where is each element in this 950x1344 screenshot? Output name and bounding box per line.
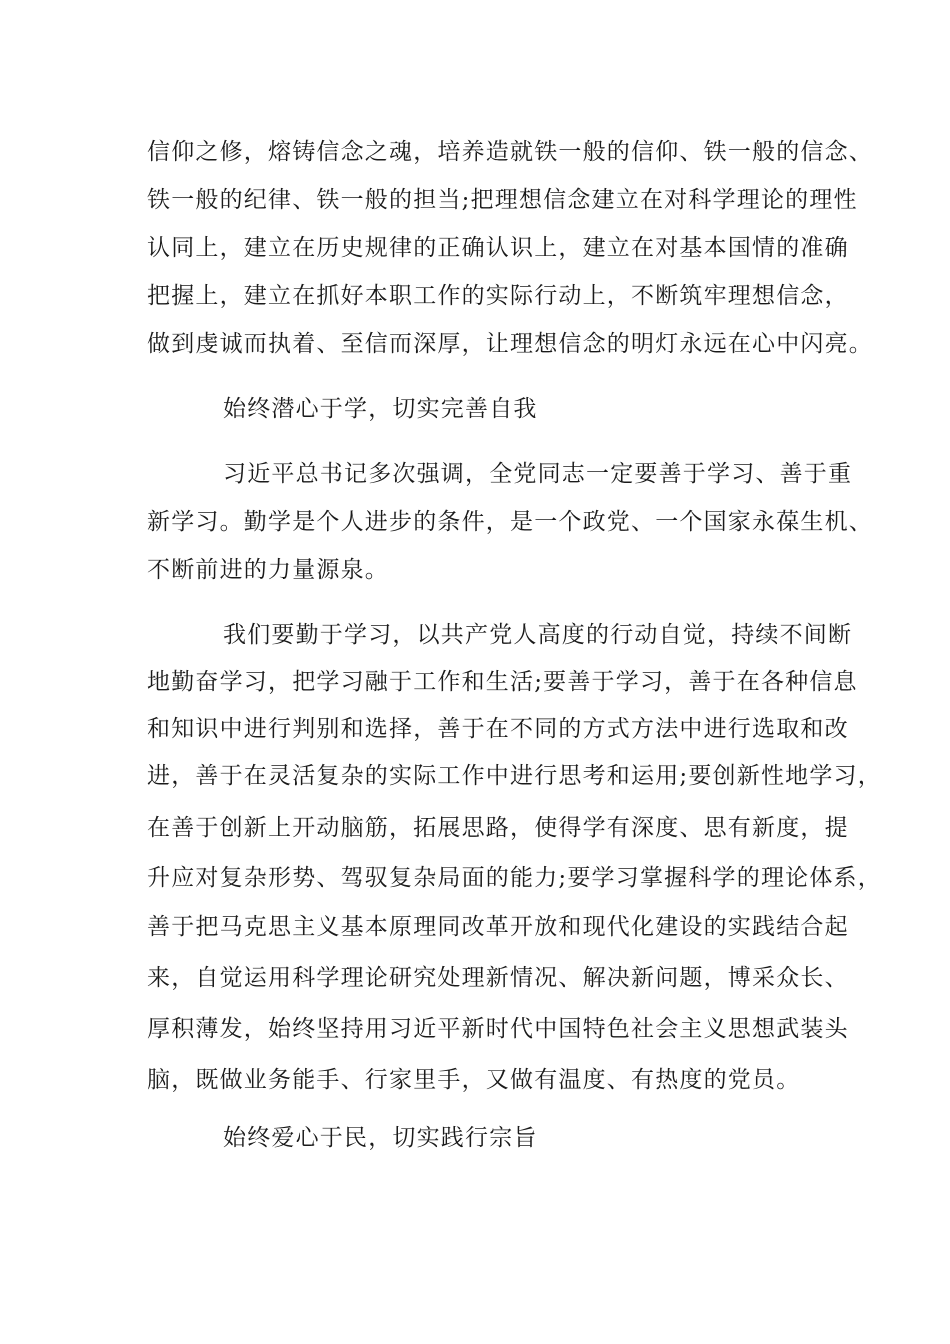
paragraph-line: 信仰之修，熔铸信念之魂，培养造就铁一般的信仰、铁一般的信念、 (147, 139, 873, 165)
paragraph-line: 脑，既做业务能手、行家里手，又做有温度、有热度的党员。 (147, 1067, 801, 1093)
paragraph-line: 地勤奋学习，把学习融于工作和生活;要善于学习，善于在各种信息 (147, 669, 858, 695)
paragraph-line: 善于把马克思主义基本原理同改革开放和现代化建设的实践结合起 (147, 914, 849, 940)
section-heading: 始终爱心于民，切实践行宗旨 (223, 1125, 538, 1151)
paragraph-line: 铁一般的纪律、铁一般的担当;把理想信念建立在对科学理论的理性 (147, 187, 858, 213)
section-heading: 始终潜心于学，切实完善自我 (223, 396, 538, 422)
paragraph-line: 升应对复杂形势、驾驭复杂局面的能力;要学习掌握科学的理论体系， (147, 865, 882, 891)
paragraph-line: 做到虔诚而执着、至信而深厚，让理想信念的明灯永远在心中闪亮。 (147, 331, 873, 357)
paragraph-line: 我们要勤于学习，以共产党人高度的行动自觉，持续不间断 (223, 622, 853, 648)
paragraph-line: 新学习。勤学是个人进步的条件，是一个政党、一个国家永葆生机、 (147, 509, 873, 535)
paragraph-line: 和知识中进行判别和选择，善于在不同的方式方法中进行选取和改 (147, 716, 849, 742)
paragraph-line: 来，自觉运用科学理论研究处理新情况、解决新问题，博采众长、 (147, 965, 849, 991)
paragraph-line: 习近平总书记多次强调，全党同志一定要善于学习、善于重 (223, 461, 853, 487)
paragraph-line: 进，善于在灵活复杂的实际工作中进行思考和运用;要创新性地学习， (147, 763, 882, 789)
paragraph-line: 在善于创新上开动脑筋，拓展思路，使得学有深度、思有新度，提 (147, 815, 849, 841)
paragraph-line: 不断前进的力量源泉。 (147, 557, 389, 583)
paragraph-line: 把握上，建立在抓好本职工作的实际行动上，不断筑牢理想信念， (147, 283, 849, 309)
paragraph-line: 厚积薄发，始终坚持用习近平新时代中国特色社会主义思想武装头 (147, 1016, 849, 1042)
paragraph-line: 认同上，建立在历史规律的正确认识上，建立在对基本国情的准确 (147, 235, 849, 261)
